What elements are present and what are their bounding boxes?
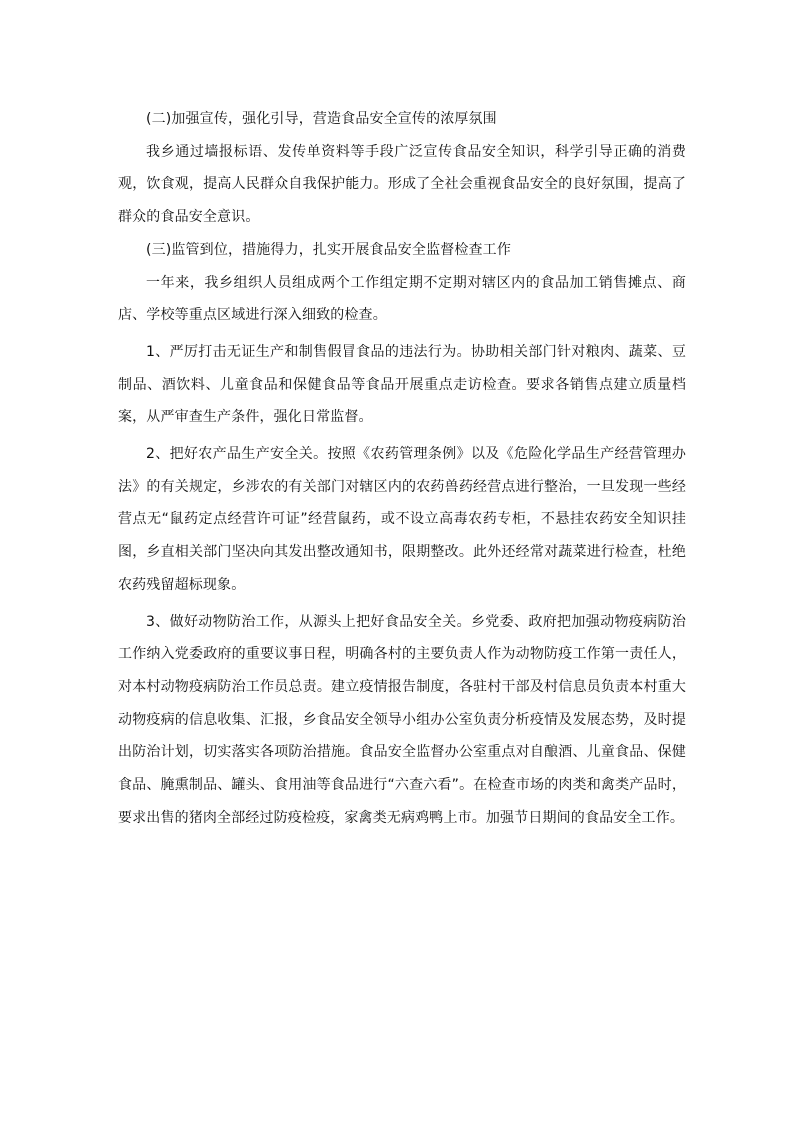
paragraph-item-3: 3、做好动物防治工作，从源头上把好食品安全关。乡党委、政府把加强动物疫病防治工作纳入党委政府的重要议事日程，明确各村的主要负责人作为动物防疫工作第一责任人，对本村动物疫病防治工作员总责。建立疫情报告制度，各驻村干部及村信息员负责本村重大动物疫病的信息收集、汇报，乡食品安全领导小组办公室负责分析疫情及发展态势，及时提出防治计划，切实落实各项防治措施。食品安全监督办公室重点对自酿酒、儿童食品、保健食品、腌熏制品、罐头、食用油等食品进行“六查六看”。在检查市场的肉类和禽类产品时，要求出售的猪肉全部经过防疫检疫，家禽类无病鸡鸭上市。加强节日期间的食品安全工作。 xyxy=(118,613,686,826)
paragraph-publicity: 我乡通过墙报标语、发传单资料等手段广泛宣传食品安全知识，科学引导正确的消费观，饮食观，提高人民群众自我保护能力。形成了全社会重视食品安全的良好氛围，提高了群众的食品安全意识。 xyxy=(118,143,686,226)
section-heading-3: (三)监管到位，措施得力，扎实开展食品安全监督检查工作 xyxy=(146,241,511,258)
paragraph-item-2: 2、把好农产品生产安全关。按照《农药管理条例》以及《危险化学品生产经营管理办法》的有关规定，乡涉农的有关部门对辖区内的农药兽药经营点进行整治，一旦发现一些经营点无“鼠药定点经营许可证”经营鼠药，或不设立高毒农药专柜，不悬挂农药安全知识挂图，乡直相关部门坚决向其发出整改通知书，限期整改。此外还经常对蔬菜进行检查，杜绝农药残留超标现象。 xyxy=(118,446,686,593)
section-heading-2: (二)加强宣传，强化引导，营造食品安全宣传的浓厚氛围 xyxy=(146,111,497,127)
paragraph-inspection-overview: 一年来，我乡组织人员组成两个工作组定期不定期对辖区内的食品加工销售摊点、商店、学校等重点区域进行深入细致的检查。 xyxy=(118,274,686,324)
document-body xyxy=(118,103,686,834)
paragraph-item-1: 1、严厉打击无证生产和制售假冒食品的违法行为。协助相关部门针对粮肉、蔬菜、豆制品、酒饮料、儿童食品和保健食品等食品开展重点走访检查。要求各销售点建立质量档案，从严审查生产条件，强化日常监督。 xyxy=(118,343,686,426)
